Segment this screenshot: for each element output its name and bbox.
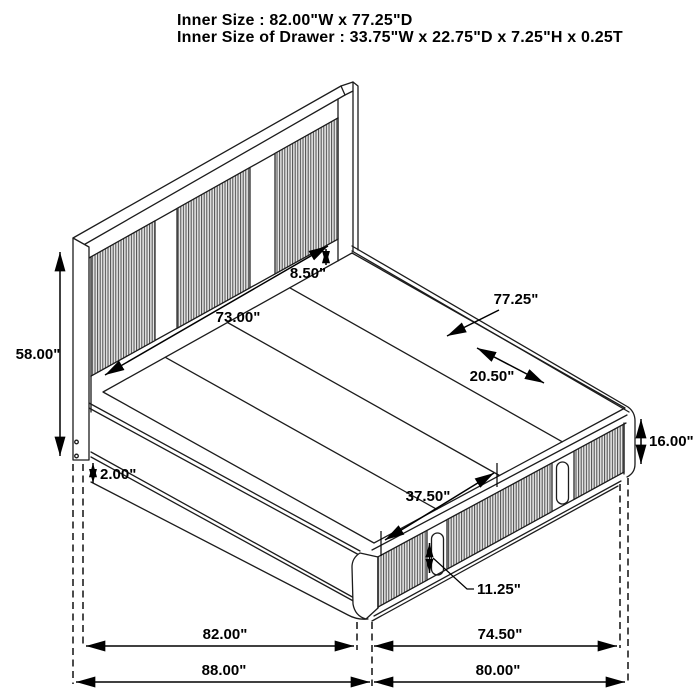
headboard-ribbed-panel xyxy=(275,118,338,274)
dim-label-headboard-inner-width: 73.00" xyxy=(215,309,261,326)
drawer-handle-slot xyxy=(432,533,444,575)
headboard-ribbed-panel xyxy=(177,168,250,329)
dimension-base-rail-height xyxy=(93,463,136,483)
dim-label-overall-width: 88.00" xyxy=(201,662,247,679)
dim-label-inner-width: 82.00" xyxy=(202,626,248,643)
dimension-inner-width xyxy=(86,626,354,646)
dim-label-foot-side-depth: 74.50" xyxy=(477,626,523,643)
dimension-overall-width xyxy=(76,662,370,682)
dim-label-headboard-rail-gap: 8.50" xyxy=(289,265,327,282)
headboard-ribbed-panel xyxy=(91,221,155,376)
dim-label-side-deck-span: 20.50" xyxy=(469,368,515,385)
title-line-1: Inner Size : 82.00"W x 77.25"D xyxy=(177,12,413,29)
title-block xyxy=(177,12,623,46)
dim-label-drawer-front-height: 11.25" xyxy=(477,581,521,598)
drawer-front-ribbed-panel xyxy=(574,424,624,499)
dim-label-inner-depth: 77.25" xyxy=(493,291,539,308)
dim-label-base-rail-height: 2.00" xyxy=(100,466,137,483)
dim-label-headboard-height: 58.00" xyxy=(15,346,61,363)
bed-drawing xyxy=(73,82,635,621)
dimension-overall-depth xyxy=(374,662,625,682)
dim-label-footboard-height: 16.00" xyxy=(649,433,694,450)
dimension-footboard-height xyxy=(641,419,694,464)
title-line-2: Inner Size of Drawer : 33.75"W x 22.75"D x 7.25"H x 0.25T xyxy=(177,29,623,46)
dimension-headboard-height xyxy=(16,252,61,456)
headboard-left-post xyxy=(73,238,89,460)
foot-left-corner-post xyxy=(352,553,378,619)
drawer-handle-slot xyxy=(557,462,569,504)
dim-label-overall-depth: 80.00" xyxy=(475,662,521,679)
dimension-foot-side-depth xyxy=(374,626,617,646)
dim-label-drawer-area-width: 37.50" xyxy=(405,488,451,505)
